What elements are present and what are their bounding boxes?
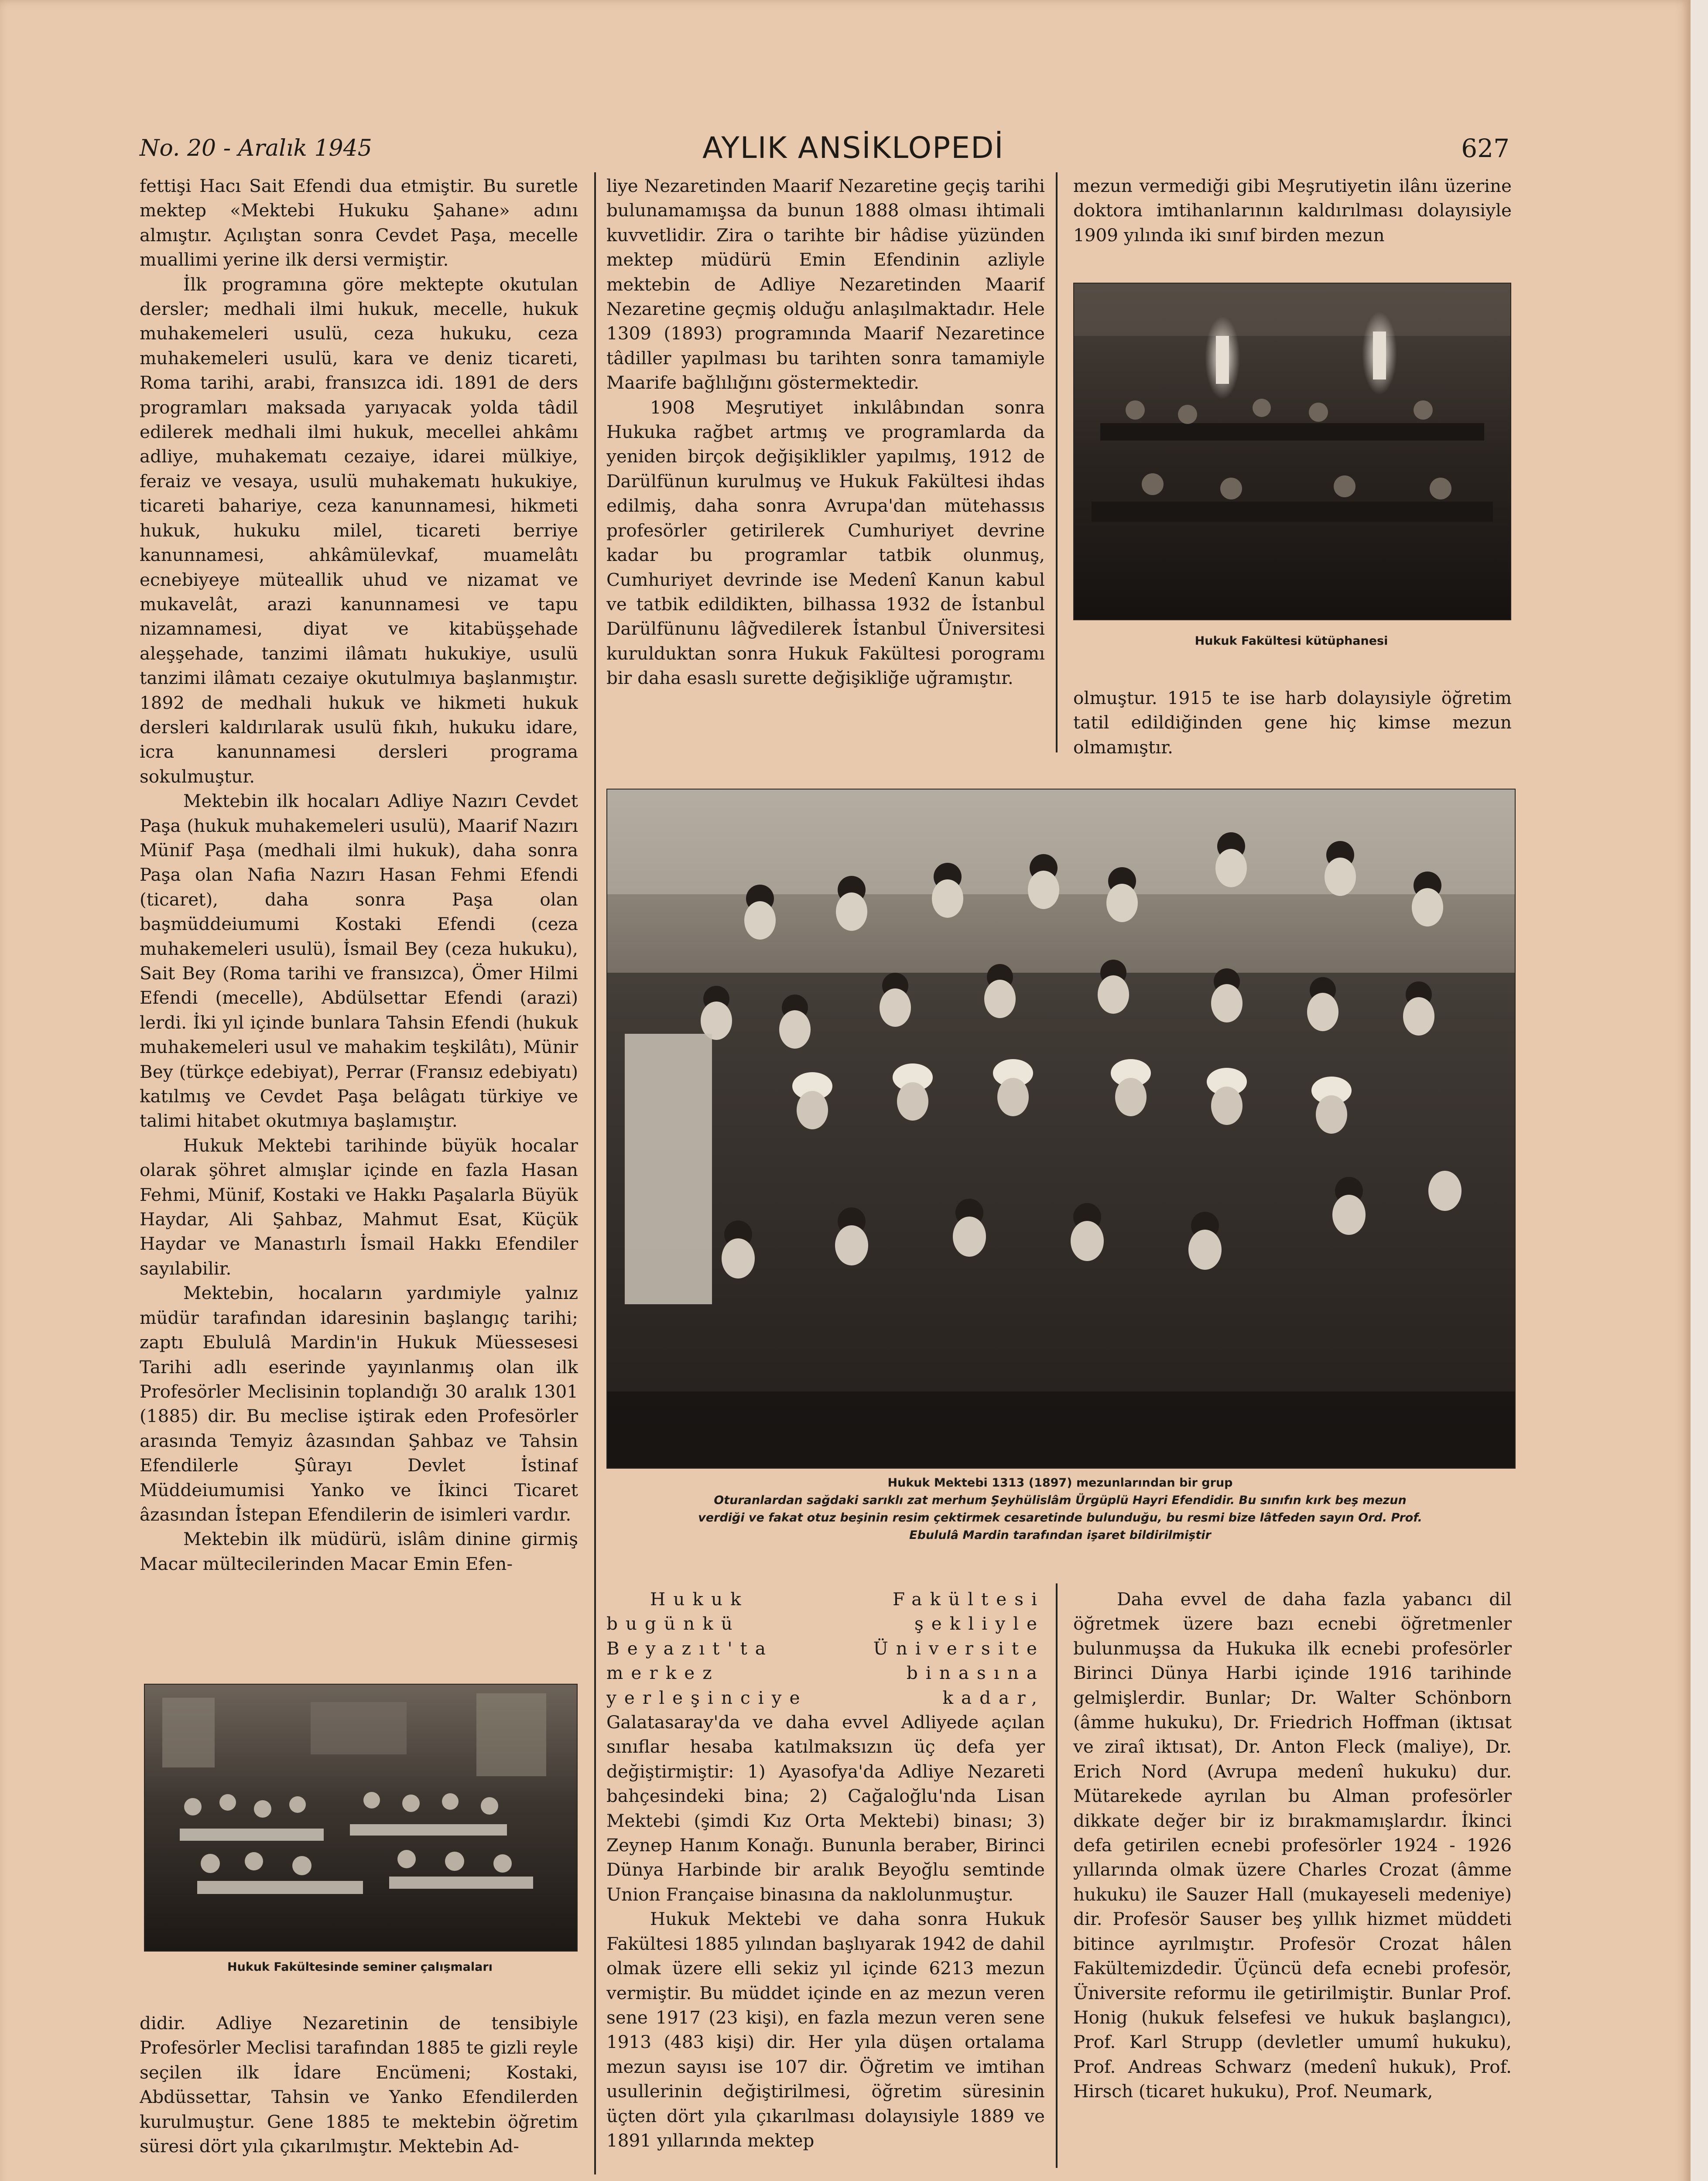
column-3-top	[1073, 174, 1512, 252]
column-rule-1	[594, 172, 596, 2174]
page-header	[140, 131, 1509, 170]
column-1-top	[140, 174, 578, 1663]
paragraph: liye Nezaretinden Maarif Nezaretine geçiş tarihi bulunamamışsa da bunun 1888 olması ihtimali kuvvetlidir. Zira o tarihte bir hâdise yüzünden mektep müdürü Emin Efendinin azliyle mektebin de Adliye Nezaretinden Maarif Nezaretine geçmiş olduğu anlaşılmaktadır. Hele 1309 (1893) programında Maarif Nezaretince tâdiller yapılması bu tarihten sonra tamamiyle Maarife bağlılığını göstermektedir.	[606, 175, 1045, 393]
publication-title: AYLIK ANSİKLOPEDİ	[702, 131, 1004, 165]
paragraph: Hukuk Mektebi tarihinde büyük hocalar olarak şöhret almışlar içinde en fazla Hasan Fehmi, Münif, Kostaki ve Hakkı Paşalarla Büyük Haydar, Ali Şahbaz, Mahmut Esat, Küçük Haydar ve Manastırlı İsmail Hakkı Efendiler sayılabilir.	[140, 1135, 578, 1279]
paragraph: Mektebin ilk müdürü, islâm dinine girmiş Macar mültecilerinden Macar Emin Efen-	[140, 1528, 578, 1574]
paragraph: 1908 Meşrutiyet inkılâbından sonra Hukuka rağbet artmış ve programlarda da yeniden birçok değişiklikler yapılmış, 1912 de Darülfünun kurulmuş ve Hukuk Fakültesi ihdas edilmiş, daha sonra Avrupa'dan mütehassıs profesörler getirilerek Cumhuriyet devrine kadar bu programlar tatbik olunmuş, Cumhuriyet devrinde ise Medenî Kanun kabul ve tatbik edildikten, bilhassa 1932 de İstanbul Darülfünunu lâğvedilerek İstanbul Üniversitesi kurulduktan sonra Hukuk Fakültesi porogramı bir daha esaslı surette değişikliğe uğramıştır.	[606, 397, 1045, 689]
library-caption: Hukuk Fakültesi kütüphanesi	[1195, 634, 1388, 648]
graduates-group-photo	[606, 789, 1516, 1469]
issue-label: No. 20 - Aralık 1945	[140, 135, 372, 161]
paragraph: olmuştur. 1915 te ise harb dolayısiyle öğretim tatil edildiğinden gene hiç kimse mezun olmamıştır.	[1073, 687, 1512, 758]
group-photo-title: Hukuk Mektebi 1313 (1897) mezunlarından bir grup	[887, 1476, 1233, 1490]
seminar-caption: Hukuk Fakültesinde seminer çalışmaları	[227, 1960, 493, 1974]
library-photo	[1073, 283, 1511, 620]
paragraph: Daha evvel de daha fazla yabancı dil öğretmek üzere bazı ecnebi öğretmenler bulunmuşsa da Hukuka ilk ecnebi profesörler Birinci Dünya Harbi içinde 1916 tarihinde gelmişlerdir. Bunlar; Dr. Walter Schönborn (âmme hukuku), Dr. Friedrich Hoffman (iktısat ve ziraî iktısat), Dr. Anton Fleck (maliye), Dr. Erich Nord (Avrupa medenî hukuku) dur. Mütarekede ayrılan bu Alman profesörler dikkate değer bir iz bırakmamışlardır. İkinci defa getirilen ecnebi profesörler 1924 - 1926 yıllarında olmak üzere Charles Crozat (âmme hukuku) ile Sauzer Hall (mukayeseli medeniye) dir. Profesör Sauser beş yıllık hizmet müddeti bitince ayrılmıştır. Profesör Crozat hâlen Fakültemizdedir. Üçüncü defa ecnebi profesör, Üniversite reformu ile getirilmiştir. Bunlar Prof. Honig (hukuk felsefesi ve hukuk başlangıcı), Prof. Karl Strupp (devletler umumî hukuku), Prof. Andreas Schwarz (medenî hukuk), Prof. Hirsch (ticaret hukuku), Prof. Neumark,	[1073, 1589, 1512, 2102]
paragraph: Galatasaray'da ve daha evvel Adliyede açılan sınıflar hesaba katılmaksızın üç defa yer değiştirmiştir: 1) Ayasofya'da Adliye Nezareti bahçesindeki bina; 2) Cağaloğlu'nda Lisan Mektebi (şimdi Kız Orta Mektebi) binası; 3) Zeynep Hanım Konağı. Bununla beraber, Birinci Dünya Harbinde bir aralık Beyoğlu semtinde Union Française binasına da naklolunmuştur.	[606, 1712, 1045, 1905]
column-1-bottom	[140, 2011, 578, 2177]
paragraph: Mektebin ilk hocaları Adliye Nazırı Cevdet Paşa (hukuk muhakemeleri usulü), Maarif Nazırı Münif Paşa (medhali ilmi hukuk), daha sonra Paşa olan Nafia Nazırı Hasan Fehmi Efendi (ticaret), daha sonra Paşa olan başmüddeiumumi Kostaki Efendi (ceza muhakemeleri usulü), İsmail Bey (ceza hukuku), Sait Bey (Roma tarihi ve fransızca), Ömer Hilmi Efendi (mecelle), Abdülsettar Efendi (arazi) lerdi. İki yıl içinde bunlara Tahsin Efendi (hukuk muhakemeleri usul ve mahakim teşkilâtı), Münir Bey (türkçe edebiyat), Perrar (Fransız edebiyatı) katılmış ve Cevdet Paşa belâgatı türkiye ve talimi hitabet okutmıya başlamıştır.	[140, 790, 578, 1132]
column-rule-3	[1056, 1583, 1058, 2168]
paragraph: İlk programına göre mektepte okutulan dersler; medhali ilmi hukuk, mecelle, hukuk muhakemeleri usulü, ceza hukuku, ceza muhakemeleri usulü, kara ve deniz ticareti, Roma tarihi, arabi, fransızca idi. 1891 de ders programları maksada yarıyacak yolda tâdil edilerek medhali ilmi hukuk, mecellei ahkâmı adliye, muhakematı cezaiye, idarei mülkiye, feraiz ve vesaya, usulü muhakematı hukukiye, ticareti bahariye, ceza kanunnamesi, hikmeti hukuk, hukuku milel, ticareti berriye kanunnamesi, ahkâmülevkaf, muamelâtı ecnebiyeye müteallik uhud ve nizamat ve mukavelât, arazi kanunnamesi ve tapu nizamnamesi, diyat ve kitabüşşehade aleşşehade, tanzimi ilâmatı hukukiye, usulü tanzimi ilâmatı cezaiye okutulmıya başlanmıştır. 1892 de medhali hukuk ve hikmeti hukuk dersleri kaldırılarak usulü fıkıh, hukuku idare, icra kanunnamesi dersleri programa sokulmuştur.	[140, 273, 578, 787]
paragraph: Hukuk Mektebi ve daha sonra Hukuk Fakültesi 1885 yılından başlıyarak 1942 de dahil olmak üzere elli sekiz yıl içinde 6213 mezun vermiştir. Bu müddet içinde en az mezun veren sene 1917 (23 kişi), en fazla mezun veren sene 1913 (483 kişi) dir. Her yıla düşen ortalama mezun sayısı ise 107 dir. Öğretim ve imtihan usullerinin değiştirilmesi, öğretim süresinin üçten dört yıla çıkarılması dolayısiyle 1889 ve 1891 yıllarında mektep	[606, 1908, 1045, 2151]
column-2-top	[606, 174, 1045, 771]
paragraph: didir. Adliye Nezaretinin de tensibiyle Profesörler Meclisi tarafından 1885 te gizli reyle seçilen ilk İdare Encümeni; Kostaki, Abdüssettar, Tahsin ve Yanko Efendilerden kurulmuştur. Gene 1885 te mektebin öğretim süresi dört yıla çıkarılmıştır. Mektebin Ad-	[140, 2013, 578, 2157]
group-photo-caption-line-2: verdiği ve fakat otuz beşinin resim çektirmek cesaretinde bulunduğu, bu resmi bize lâtfeden sayın Ord. Prof.	[698, 1511, 1422, 1525]
page-number: 627	[1461, 133, 1509, 163]
paragraph: Mektebin, hocaların yardımiyle yalnız müdür tarafından idaresinin başlangıç tarihi; zaptı Ebululâ Mardin'in Hukuk Müessesesi Tarihi adlı eserinde yayınlanmış olan ilk Profesörler Meclisinin toplandığı 30 aralık 1301 (1885) dir. Bu meclise iştirak eden Profesörler arasında Temyiz âzasından Şahbaz ve Tahsin Efendilerle Şûrayı Devlet İstinaf Müddeiumumisi Yanko ve İkinci Ticaret âzasından İstepan Efendilerin de isimleri vardır.	[140, 1282, 578, 1525]
column-rule-2	[1056, 172, 1058, 752]
seminar-photo	[144, 1684, 578, 1952]
column-2-bottom	[606, 1587, 1045, 2176]
column-3-bottom	[1073, 1587, 1512, 2176]
group-photo-caption-line-3: Ebululâ Mardin tarafından işaret bildirilmiştir	[909, 1528, 1211, 1542]
paragraph: fettişi Hacı Sait Efendi dua etmiştir. Bu suretle mektep «Mektebi Hukuku Şahane» adını almıştır. Açılıştan sonra Cevdet Paşa, mecelle muallimi yerine ilk dersi vermiştir.	[140, 175, 578, 270]
paragraph: mezun vermediği gibi Meşrutiyetin ilânı üzerine doktora imtihanlarının kaldırılması dolayısiyle 1909 yılında iki sınıf birden mezun	[1073, 175, 1512, 246]
group-photo-caption-line-1: Oturanlardan sağdaki sarıklı zat merhum Şeyhülislâm Ürgüplü Hayri Efendidir. Bu sınıfın kırk beş mezun	[714, 1494, 1407, 1507]
lead-text: Hukuk Fakültesi bugünkü şekliyle Beyazıt'ta Üniversite merkez binasına yerleşinciye kadar,	[606, 1589, 1045, 1708]
column-3-mid	[1073, 686, 1512, 764]
